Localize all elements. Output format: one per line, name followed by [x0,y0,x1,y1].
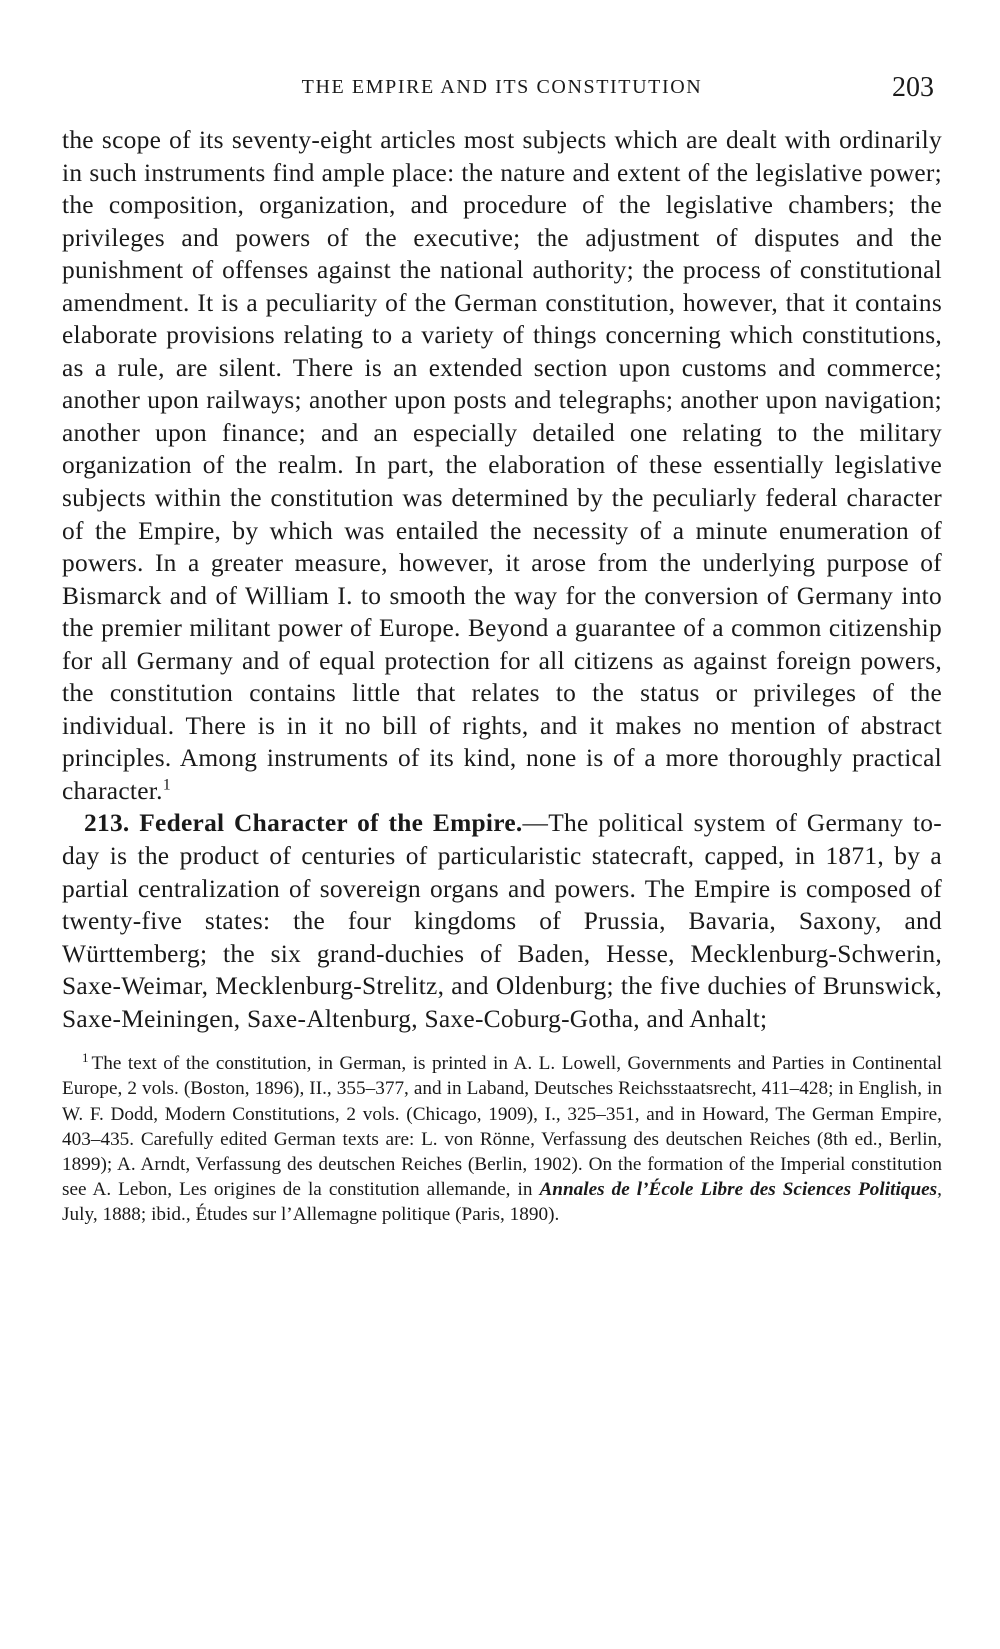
footnote-reference: 1 [162,776,172,794]
body-paragraph-1 [62,124,942,807]
section-title: Federal Character of the Empire. [139,809,523,838]
section-text: —The political system of Germany to-day is the product of centuries of particularistic statecraft, capped, in 1871, by a partial centralization of sovereign organs and powers. The Empire is composed of twenty-five states: the four kingdoms of Prussia, Bavaria, Saxony, and Württemberg; the six grand-duchies of Baden, Hesse, Mecklenburg-Schwerin, Saxe-Weimar, Mecklenburg-Strelitz, and Oldenburg; the five duchies of Brunswick, Saxe-Meiningen, Saxe-Altenburg, Saxe-Coburg-Gotha, and Anhalt; [62,809,942,1033]
section-paragraph [62,807,942,1035]
section-number: 213. [84,809,130,838]
footnote-1 [62,1051,942,1227]
footnote-journal-title: Annales de l’École Libre des Sciences Politiques [539,1178,938,1200]
footnote-text-part-2: , July, 1888; ibid., Études sur l’Allemagne politique (Paris, 1890). [62,1178,942,1225]
body-paragraph-1-text: the scope of its seventy-eight articles most subjects which are dealt with ordinarily in such instruments find ample place: the nature and extent of the legislative power; the composition, organization, and procedure of the legislative chambers; the privileges and powers of the executive; the adjustment of disputes and the punishment of offenses against the national authority; the process of constitutional amendment. It is a peculiarity of the German constitution, however, that it contains elaborate provisions relating to a variety of things concerning which constitutions, as a rule, are silent. There is an extended section upon customs and commerce; another upon railways; another upon posts and telegraphs; another upon navigation; another upon finance; and an especially detailed one relating to the military organization of the realm. In part, the elaboration of these essentially legislative subjects within the constitution was determined by the peculiarly federal character of the Empire, by which was entailed the necessity of a minute enumeration of powers. In a greater measure, however, it arose from the underlying purpose of Bismarck and of William I. to smooth the way for the conversion of Germany into the premier militant power of Europe. Beyond a guarantee of a common citizenship for all Germany and of equal protection for all citizens as against foreign powers, the constitution contains little that relates to the status or privileges of the individual. There is in it no bill of rights, and it makes no mention of abstract principles. Among instruments of its kind, none is of a more thoroughly practical character. [62,126,942,805]
running-title: THE EMPIRE AND ITS CONSTITUTION [301,76,703,98]
running-header [62,70,942,110]
footnote-text-part-1: The text of the constitution, in German, is printed in A. L. Lowell, Governments and Parties in Continental Europe, 2 vols. (Boston, 1896), II., 355–377, and in Laband, Deutsches Reichsstaatsrecht, 411–428; in English, in W. F. Dodd, Modern Constitutions, 2 vols. (Chicago, 1909), I., 325–351, and in Howard, The German Empire, 403–435. Carefully edited German texts are: L. von Rönne, Verfassung des deutschen Reiches (8th ed., Berlin, 1899); A. Arndt, Verfassung des deutschen Reiches (Berlin, 1902). On the formation of the Imperial constitution see A. Lebon, Les origines de la constitution allemande, in [62,1053,942,1200]
page-number: 203 [892,72,934,103]
book-page [62,70,942,1227]
footnote-marker: 1 [82,1049,89,1065]
footnotes [62,1051,942,1227]
